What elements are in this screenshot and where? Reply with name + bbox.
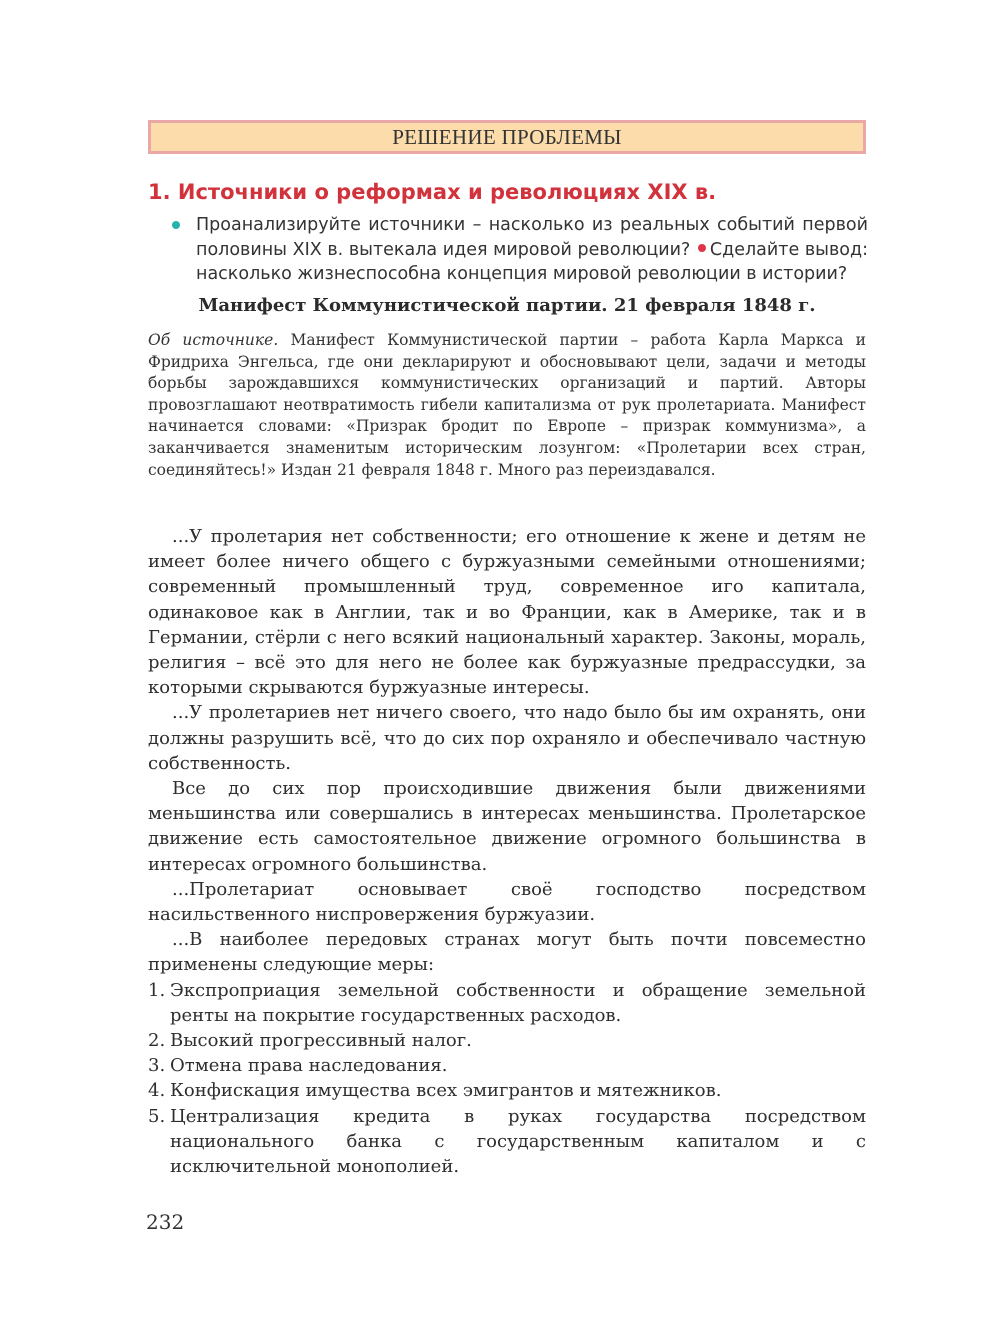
measure-item: [148, 1078, 866, 1103]
teal-bullet-icon: [172, 221, 180, 229]
measure-text: Высокий прогрессивный налог.: [170, 1030, 472, 1052]
measures-list: [148, 978, 866, 1180]
task-question: Проанализируйте источники – насколько из реальных событий первой половины XIX в. вытекала идея мировой революции?: [196, 215, 868, 260]
excerpt-paragraph: ...Пролетариат основывает своё господство посредством насильственного ниспровержения буржуазии.: [148, 878, 866, 926]
measure-number: 4.: [148, 1080, 166, 1102]
source-description-text: Манифест Коммунистической партии – работа Карла Маркса и Фридриха Энгельса, где они декларируют и обосновывают цели, задачи и методы борьбы зарождавшихся коммунистических организаций и партий. Авторы провозглашают неотвратимость гибели капитализма от рук пролетариата. Манифест начинается словами: «Призрак бродит по Европе – призрак коммунизма», а заканчивается знаменитым историческим лозунгом: «Пролетарии всех стран, соединяйтесь!» Издан 21 февраля 1848 г. Много раз переиздавался.: [148, 331, 866, 479]
excerpt-paragraph: Все до сих пор происходившие движения были движениями меньшинства или совершались в интересах меньшинства. Пролетарское движение есть самостоятельное движение огромного большинства в интересах огромного большинства.: [148, 778, 866, 875]
source-description-label: Об источнике.: [148, 331, 279, 349]
red-bullet-icon: [698, 244, 706, 252]
document-title: Манифест Коммунистической партии. 21 февраля 1848 г.: [198, 295, 816, 316]
measure-number: 1.: [148, 979, 166, 1001]
measure-item: [148, 1053, 866, 1078]
task-conclusion: Сделайте вывод: насколько жизнеспособна концепция мировой революции в истории?: [196, 239, 868, 284]
source-description: [148, 330, 866, 481]
page-number: 232: [146, 1210, 185, 1234]
measure-item: [148, 978, 866, 1028]
source-excerpt: [148, 524, 866, 1179]
section-banner: [148, 120, 866, 154]
measure-number: 5.: [148, 1105, 166, 1127]
section-title: 1. Источники о реформах и революциях XIX в.: [148, 180, 717, 204]
measure-text: Отмена права наследования.: [170, 1055, 448, 1077]
excerpt-paragraph: ...В наиболее передовых странах могут быть почти повсеместно применены следующие меры:: [148, 929, 866, 976]
measure-text: Экспроприация земельной собственности и обращение земельной ренты на покрытие государственных расходов.: [170, 979, 866, 1026]
measure-text: Централизация кредита в руках государства посредством национального банка с государственным капиталом и с исключительной монополией.: [170, 1105, 866, 1178]
section-banner-label: РЕШЕНИЕ ПРОБЛЕМЫ: [392, 124, 622, 149]
measure-text: Конфискация имущества всех эмигрантов и мятежников.: [170, 1080, 722, 1102]
measure-number: 3.: [148, 1055, 166, 1077]
measure-item: [148, 1028, 866, 1053]
measure-number: 2.: [148, 1030, 166, 1052]
measure-item: [148, 1104, 866, 1180]
excerpt-paragraph: ...У пролетария нет собственности; его отношение к жене и детям не имеет более ничего общего с буржуазными семейными отношениями; современный промышленный труд, современное иго капитала, одинаковое как в Англии, так и во Франции, как в Америке, так и в Германии, стёрли с него всякий национальный характер. Законы, мораль, религия – всё это для него не более как буржуазные предрассудки, за которыми скрываются буржуазные интересы.: [148, 526, 866, 699]
excerpt-paragraph: ...У пролетариев нет ничего своего, что надо было бы им охранять, они должны разрушить всё, что до сих пор охраняло и обеспечивало частную собственность.: [148, 702, 866, 774]
task-instructions: [196, 213, 868, 287]
